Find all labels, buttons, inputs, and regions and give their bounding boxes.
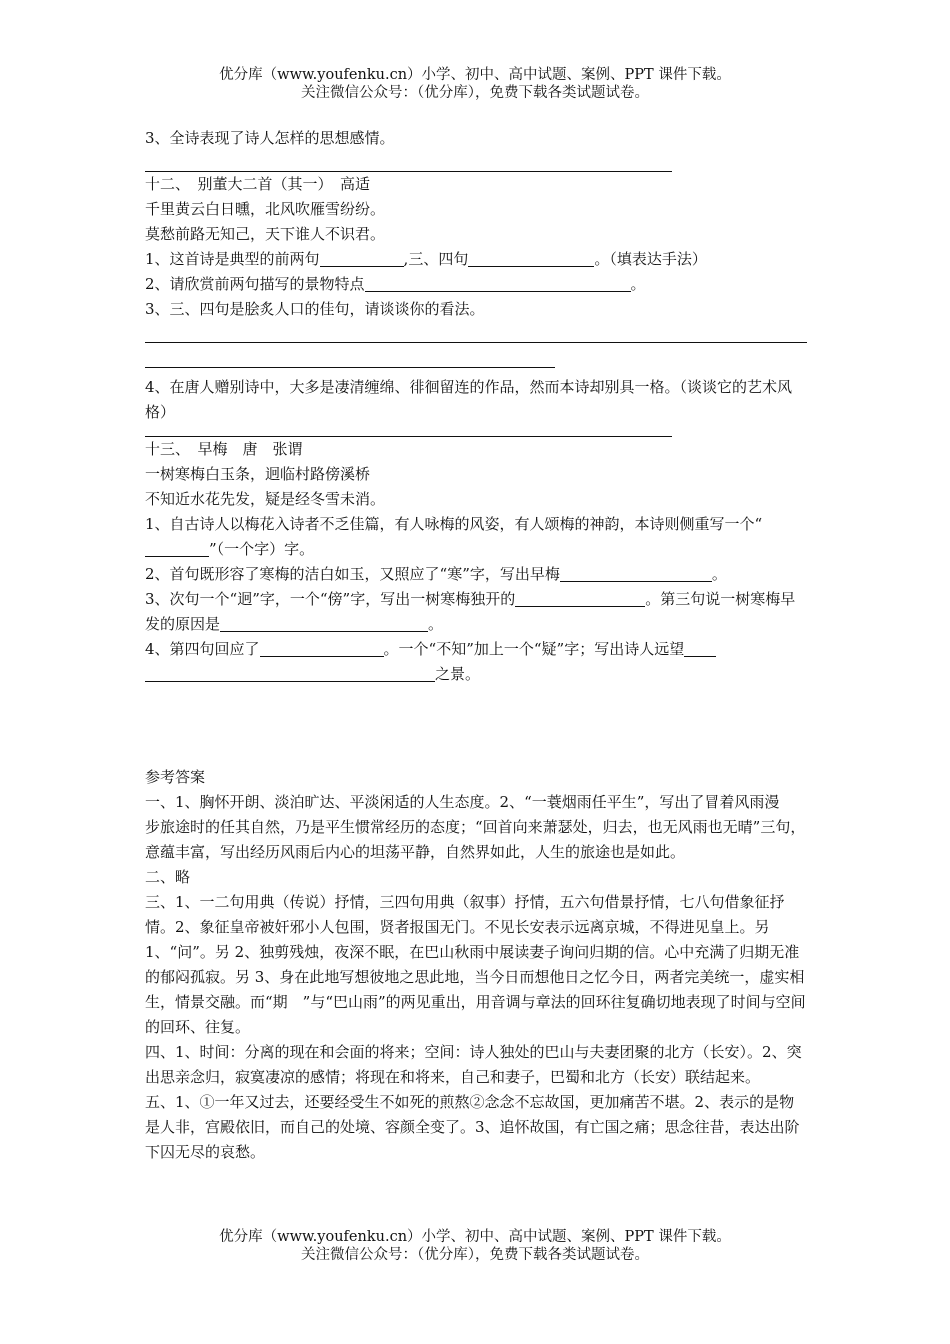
- blank[interactable]: [515, 590, 645, 607]
- s13-title: 十三、 早梅 唐 张谓: [145, 440, 303, 458]
- answer-3: 三、1、一二句用典（传说）抒情，三四句用典（叙事）抒情，五六句借景抒情，七八句借象征抒情。2、象征皇帝被奸邪小人包围，贤者报国无门。不见长安表示远离京城，不得进见皇上。另 1、“问”。另 2、独剪残烛，夜深不眠，在巴山秋雨中展读妻子询问归期的信。心中充满了归期无准的郁闷孤寂。另 3、身在此地写想彼地之思此地，当今日而想他日之忆今日，两者完美统一，虚实相生，情景交融。而“期 ”与“巴山雨”的两见重出，用音调与章法的回环往复确切地表现了时间与空间的回环、往复。: [145, 893, 806, 1036]
- blank[interactable]: [684, 640, 716, 657]
- blank[interactable]: [320, 250, 404, 267]
- blank[interactable]: [560, 565, 712, 582]
- answers-title: 参考答案: [145, 768, 206, 786]
- blank[interactable]: [220, 615, 428, 632]
- s12-question-3: 3、三、四句是脍炙人口的佳句，请谈谈你的看法。: [145, 300, 485, 318]
- s12-poem-line-1: 千里黄云白日曛，北风吹雁雪纷纷。: [145, 200, 386, 218]
- s13-question-2: 2、首句既形容了寒梅的洁白如玉，又照应了“寒”字，写出早梅 。: [145, 565, 727, 583]
- s12-title: 十二、 别董大二首（其一） 高适: [145, 175, 371, 193]
- answer-5: 五、1、①一年又过去，还要经受生不如死的煎熬②念念不忘故国，更加痛苦不堪。2、表示的是物是人非，宫殿依旧，而自己的处境、容颜全变了。3、追怀故国，有亡国之痛；思念往昔，表达出阶下囚无尽的哀愁。: [145, 1093, 800, 1161]
- s12-question-1: 1、这首诗是典型的前两句 ,三、四句 。（填表达手法）: [145, 250, 707, 268]
- page-footer: [0, 1228, 950, 1264]
- blank[interactable]: [365, 275, 631, 292]
- blank[interactable]: [145, 665, 435, 682]
- document-body: [145, 126, 807, 1165]
- blank[interactable]: [260, 640, 384, 657]
- s12-question-2: 2、请欣赏前两句描写的景物特点 。: [145, 275, 646, 293]
- page-header: [0, 66, 950, 102]
- answer-1: 一、1、胸怀开朗、淡泊旷达、平淡闲适的人生态度。2、“一蓑烟雨任平生”，写出了冒着风雨漫 步旅途时的任其自然，乃是平生惯常经历的态度；“回首向来萧瑟处，归去，也无风雨也无晴”三句，意蕴丰富，写出经历风雨后内心的坦荡平静，自然界如此，人生的旅途也是如此。: [145, 793, 806, 861]
- s12-poem-line-2: 莫愁前路无知己，天下谁人不识君。: [145, 225, 386, 243]
- s13-question-3: 3、次句一个“迥”字，一个“傍”字，写出一树寒梅独开的 。第三句说一树寒梅早发的原因是 。: [145, 590, 796, 633]
- answer-4: 四、1、时间：分离的现在和会面的将来；空间：诗人独处的巴山与夫妻团聚的北方（长安）。2、突出思亲念归，寂寞凄凉的感情；将现在和将来，自己和妻子，巴蜀和北方（长安）联结起来。: [145, 1043, 802, 1086]
- s13-poem-line-1: 一树寒梅白玉条，迥临村路傍溪桥: [145, 465, 371, 483]
- header-line-1: 优分库（www.youfenku.cn）小学、初中、高中试题、案例、PPT 课件下载。: [219, 67, 731, 83]
- footer-line-2: 关注微信公众号：（优分库），免费下载各类试题试卷。: [301, 1247, 649, 1263]
- header-line-2: 关注微信公众号：（优分库），免费下载各类试题试卷。: [301, 85, 649, 101]
- footer-line-1: 优分库（www.youfenku.cn）小学、初中、高中试题、案例、PPT 课件下载。: [219, 1229, 731, 1245]
- s11-question-3: 3、全诗表现了诗人怎样的思想感情。: [145, 129, 395, 147]
- blank[interactable]: [468, 250, 594, 267]
- answer-2: 二、略: [145, 868, 191, 886]
- blank[interactable]: [145, 540, 209, 557]
- s13-question-4: 4、第四句回应了 。一个“不知”加上一个“疑”字；写出诗人远望 之景。: [145, 637, 807, 687]
- s13-question-1: 1、自古诗人以梅花入诗者不乏佳篇，有人咏梅的风姿，有人颂梅的神韵，本诗则侧重写一个“”（一个字）字。: [145, 515, 763, 558]
- s13-poem-line-2: 不知近水花先发，疑是经冬雪未消。: [145, 490, 386, 508]
- s12-question-4: 4、在唐人赠别诗中，大多是凄清缠绵、徘徊留连的作品，然而本诗却别具一格。（谈谈它的艺术风格）: [145, 378, 793, 421]
